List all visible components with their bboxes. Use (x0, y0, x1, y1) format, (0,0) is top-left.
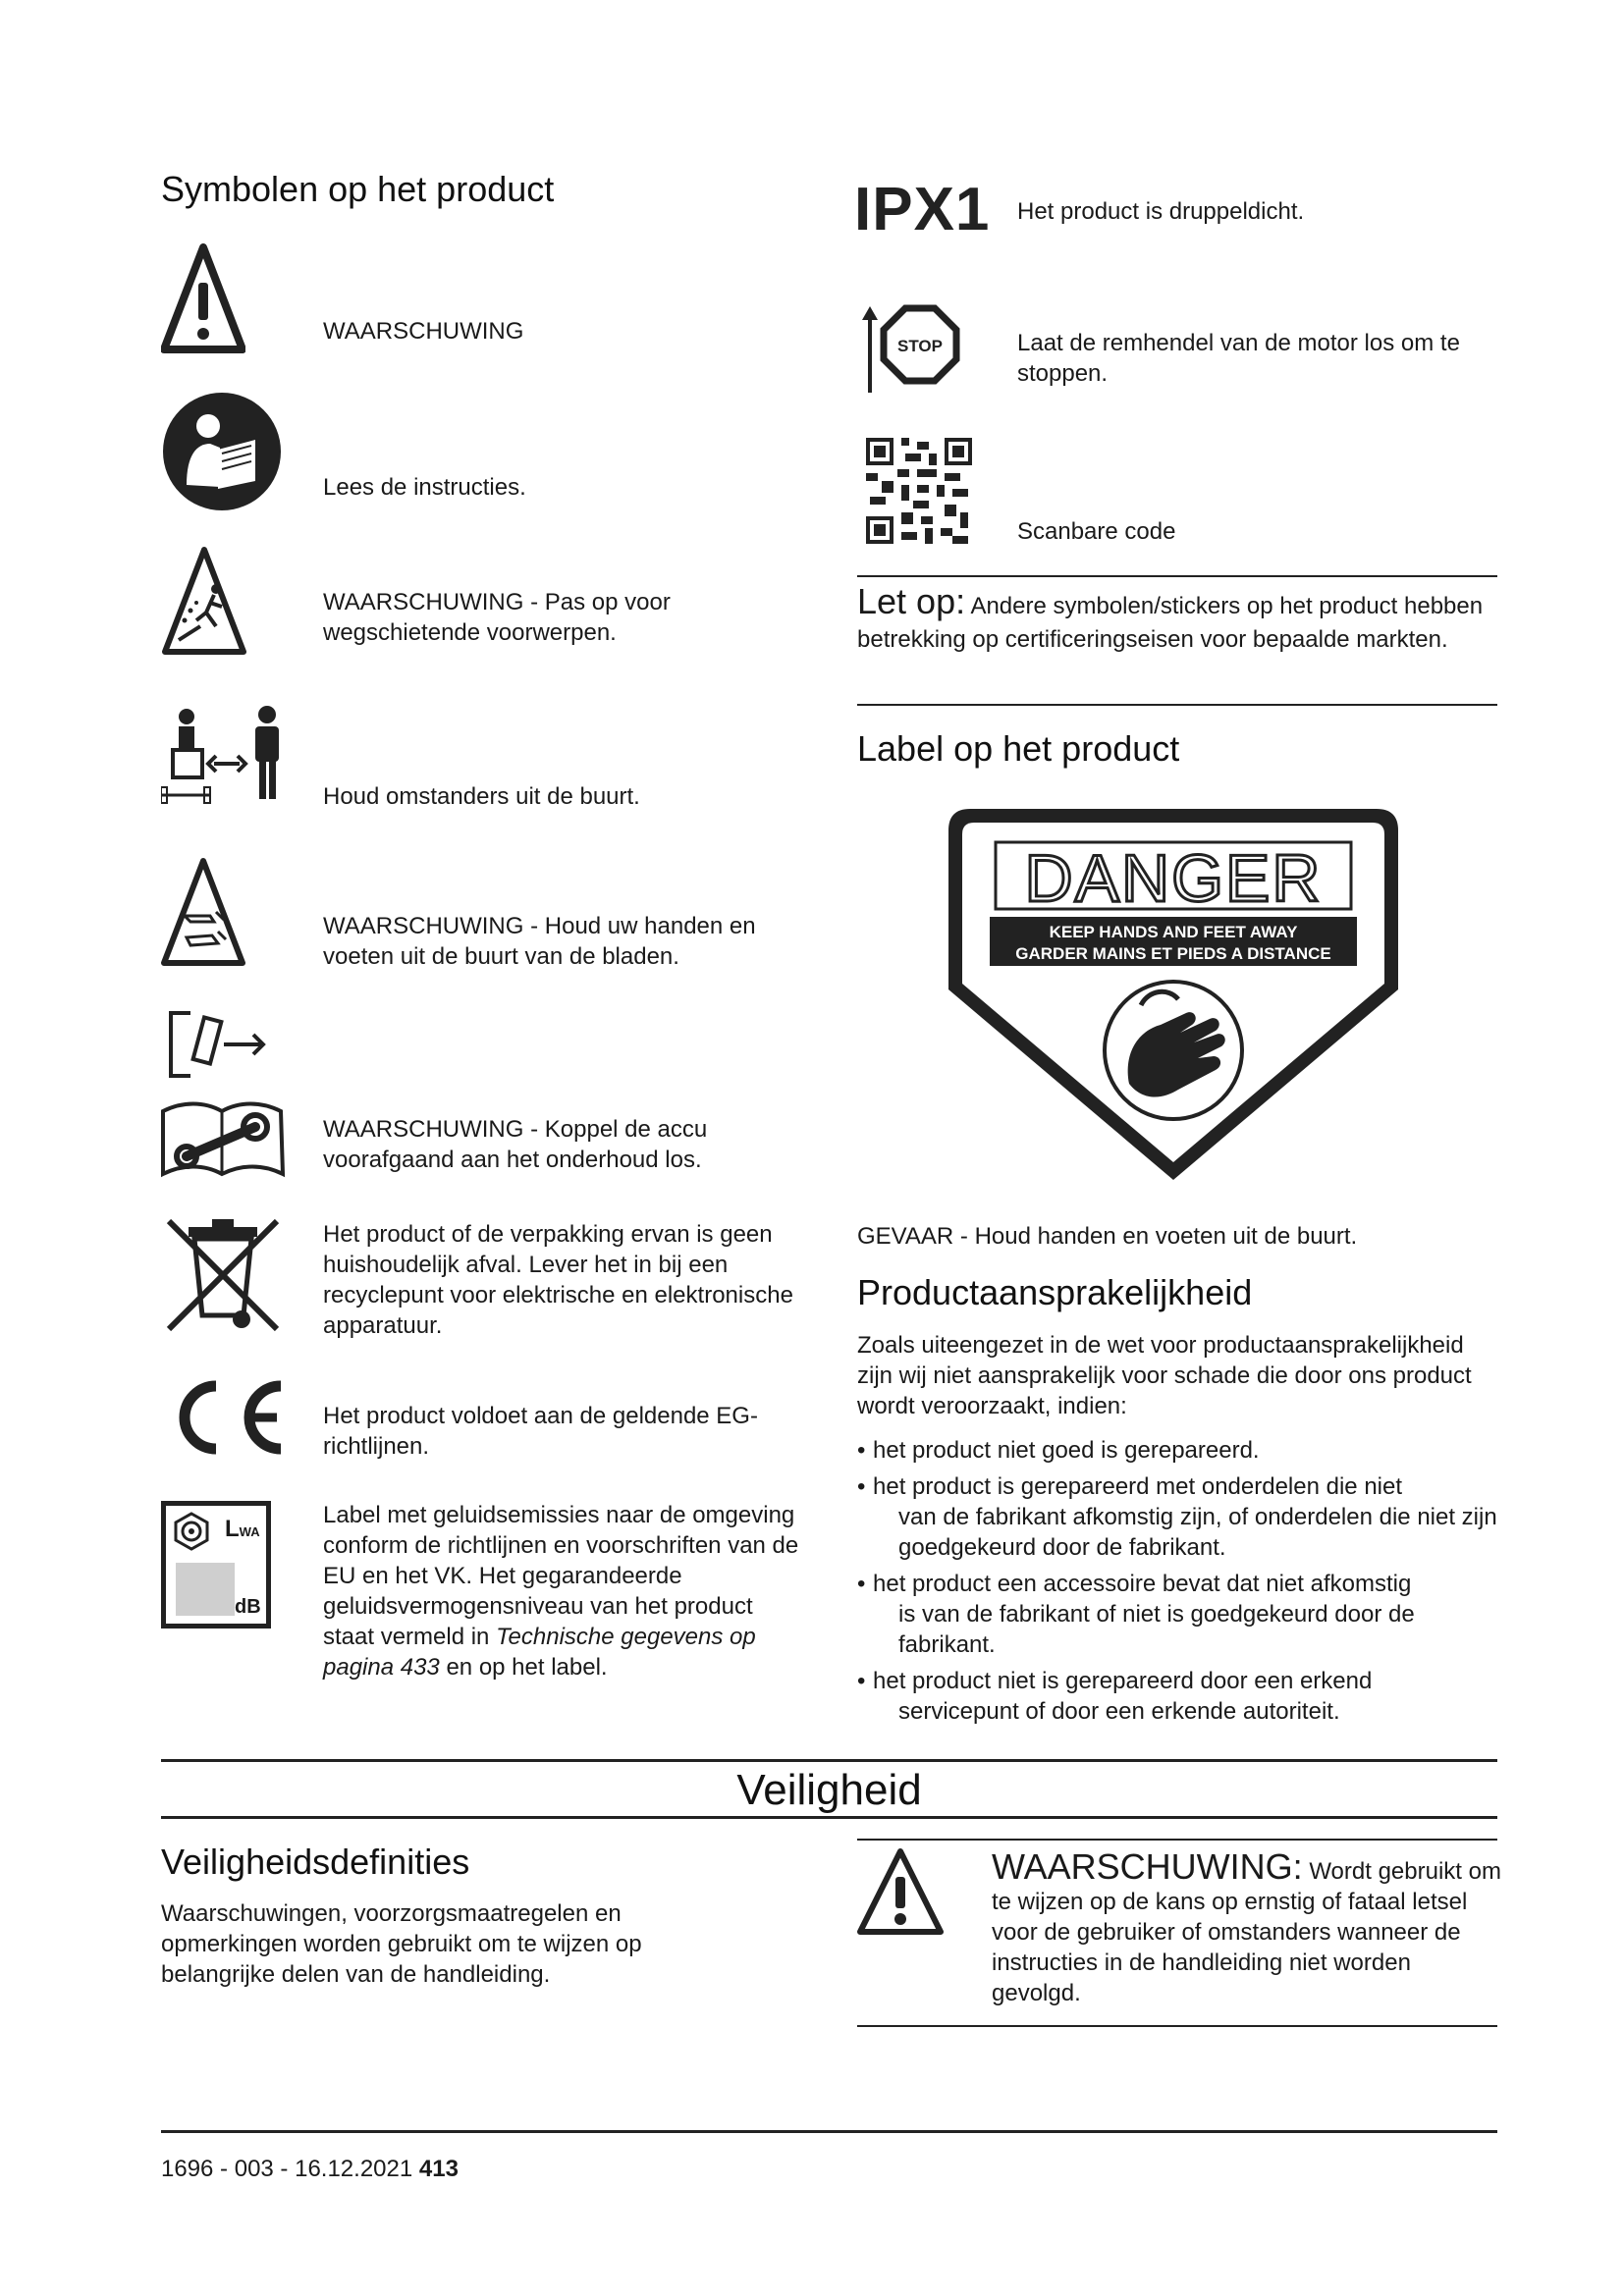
symbol-text-thrown-objects: WAARSCHUWING - Pas op voor wegschietende voorwerpen. (323, 589, 671, 646)
warning-label: WAARSCHUWING: (992, 1846, 1303, 1887)
symbol-text-weee: Het product of de verpakking ervan is geen huishoudelijk afval. Lever het in bij een recyclepunt voor elektrische en elektronische apparatuur. (323, 1221, 793, 1339)
note-block (857, 581, 1495, 657)
symbol-text-battery: WAARSCHUWING - Koppel de accu voorafgaand aan het onderhoud los. (323, 1116, 708, 1173)
note-bottom-rule (857, 704, 1497, 706)
disconnect-battery-maintenance-icon (161, 1009, 289, 1184)
noise-label-icon (161, 1501, 271, 1629)
liability-heading: Productaansprakelijkheid (857, 1272, 1253, 1312)
liability-intro: Zoals uiteengezet in de wet voor productaansprakelijkheid zijn wij niet aansprakelijk voor schade die door ons product wordt veroorzaakt, indien: (857, 1332, 1472, 1419)
page-number: 413 (418, 2156, 459, 2182)
footer (161, 2156, 459, 2183)
warning-text: Wordt gebruikt om te wijzen op de kans op ernstig of fataal letsel voor de gebruiker of omstanders wanneer de instructies in de handleiding niet worden gevolgd. (992, 1858, 1501, 2006)
qr-text: Scanbare code (1017, 518, 1176, 545)
danger-line-1: KEEP HANDS AND FEET AWAY (1049, 923, 1298, 941)
stop-lever-icon (860, 304, 978, 395)
safety-top-rule (161, 1759, 1497, 1762)
ipx1-text: Het product is druppeldicht. (1017, 198, 1305, 225)
danger-line-2: GARDER MAINS ET PIEDS A DISTANCE (1015, 944, 1331, 963)
warning-bottom-rule (857, 2025, 1497, 2027)
noise-db-label: dB (235, 1596, 261, 1618)
danger-caption: GEVAAR - Houd handen en voeten uit de buurt. (857, 1223, 1358, 1250)
note-top-rule (857, 575, 1497, 577)
danger-title: DANGER (1024, 841, 1323, 916)
list-item: • het product niet goed is gerepareerd. (857, 1435, 1505, 1466)
noise-gear-icon (172, 1512, 211, 1551)
ce-mark-icon (161, 1378, 289, 1457)
definitions-text: Waarschuwingen, voorzorgsmaatregelen en opmerkingen worden gebruikt om te wijzen op belangrijke delen van de handleiding. (161, 1900, 642, 1988)
bystanders-icon (161, 705, 289, 807)
footer-rule (161, 2130, 1497, 2133)
warning-triangle-icon (161, 243, 245, 353)
safety-bottom-rule (161, 1816, 1497, 1819)
technical-data-link[interactable]: Technische gegevens op pagina 433 (323, 1624, 756, 1681)
safety-title: Veiligheid (736, 1766, 922, 1814)
hands-feet-blades-icon (161, 857, 245, 967)
warning-definition (992, 1846, 1502, 2008)
warning-top-rule (857, 1839, 1497, 1841)
stop-sign-text: STOP (897, 337, 943, 355)
symbol-text-hands-feet: WAARSCHUWING - Houd uw handen en voeten uit de buurt van de bladen. (323, 913, 756, 970)
footer-doc-ref: 1696 - 003 - 16.12.2021 (161, 2156, 413, 2182)
danger-label-image (947, 807, 1400, 1184)
symbol-text-noise: Label met geluidsemissies naar de omgeving conform de richtlijnen en voorschriften van de EU en het VK. Het gegarandeerde geluidsvermogensniveau van het product staat vermeld in Technische gegevens op pagina 433 en op het label. (323, 1502, 799, 1681)
note-text: Andere symbolen/stickers op het product hebben betrekking op certificeringseisen voor bepaalde markten. (857, 593, 1484, 653)
list-item: • het product is gerepareerd met onderdelen die niet van de fabrikant afkomstig zijn, of onderdelen die niet zijn goedgekeurd door de fabrikant. (857, 1471, 1505, 1563)
symbol-text-bystanders: Houd omstanders uit de buurt. (323, 783, 640, 810)
list-item: • het product niet is gerepareerd door een erkend servicepunt of door een erkende autoriteit. (857, 1666, 1505, 1727)
noise-value-box (176, 1563, 235, 1616)
qr-code-icon (866, 438, 972, 544)
stop-text: Laat de remhendel van de motor los om te stoppen. (1017, 330, 1460, 387)
liability-list (857, 1435, 1505, 1733)
thrown-objects-icon (161, 546, 247, 656)
symbol-text-read-instructions: Lees de instructies. (323, 474, 526, 501)
weee-bin-icon (161, 1213, 285, 1337)
warning-box-triangle-icon (856, 1847, 945, 1936)
definitions-heading: Veiligheidsdefinities (161, 1842, 470, 1882)
read-manual-icon (161, 391, 283, 512)
note-label: Let op: (857, 581, 966, 621)
symbols-heading: Symbolen op het product (161, 169, 555, 209)
ipx1-mark: IPX1 (854, 176, 991, 243)
label-heading: Label op het product (857, 728, 1180, 769)
noise-lwa-label: LWA (225, 1516, 260, 1542)
symbol-text-warning: WAARSCHUWING (323, 318, 524, 345)
symbol-text-ce: Het product voldoet aan de geldende EG-richtlijnen. (323, 1403, 758, 1460)
list-item: • het product een accessoire bevat dat niet afkomstig is van de fabrikant of niet is goedgekeurd door de fabrikant. (857, 1569, 1505, 1660)
